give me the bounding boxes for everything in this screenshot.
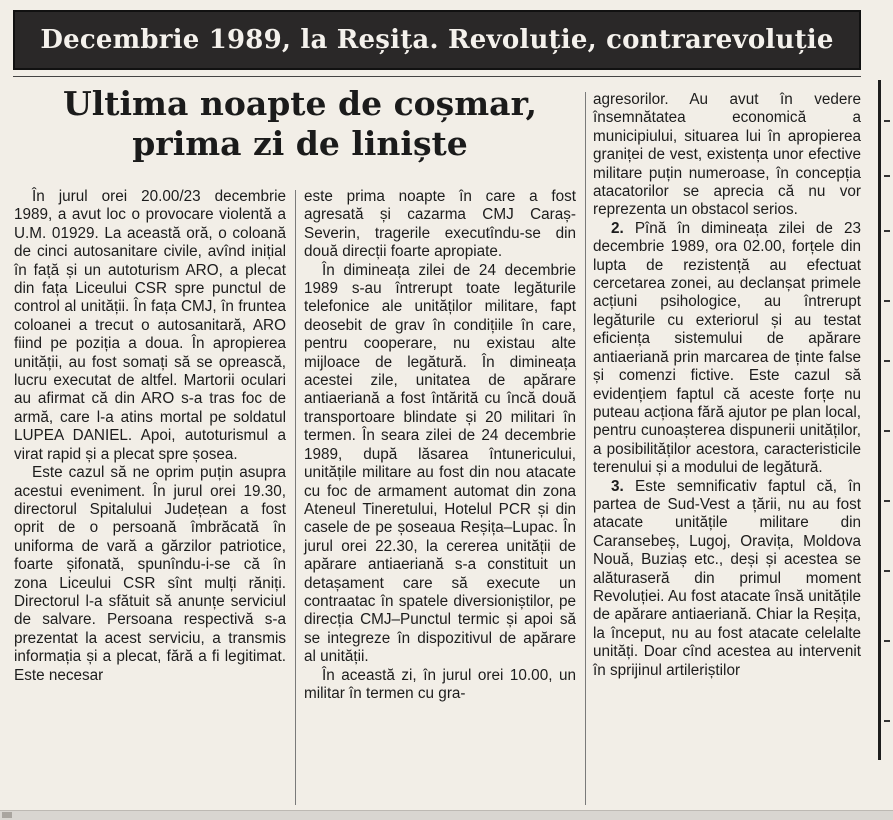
headline-line-1: Ultima noapte de coșmar, [62, 84, 538, 123]
column-divider-2 [585, 92, 586, 805]
col3-paragraph-2-text: Pînă în dimineața zilei de 23 decembrie 1989, ora 02.00, forțele din lupta de rezistență au efectuat cercetarea zonei, au declanșat primele acțiuni psihologice, au întrerupt legăturile cu exteriorul și au testat eficiența sistemului de apărare antiaeriană prin marcarea de ținte false și comenzi fictive. Este cazul să evidențiem faptul că aceste forțe nu puteau acționa fără ajutor pe plan local, pentru cunoașterea dispunerii unităților, a posibilităților acestora, caracteristicile terenului și a modului de legătură. [593, 219, 862, 477]
column-divider-1 [295, 190, 296, 805]
col3-item-number-2: 2. [611, 219, 624, 237]
headline-line-2: prima zi de liniște [132, 124, 468, 163]
scrollbar-thumb[interactable] [2, 812, 12, 818]
col3-paragraph-3-text: Este semnificativ faptul că, în partea de Sud-Vest a țării, nu au fost atacate unitățile militare din Caransebeș, Lugoj, Oravița, Moldova Nouă, Buziaș etc., deși și acestea se alăturaseră din primul moment Revoluției. Au fost atacate însă unitățile de apărare antiaeriană. Chiar la Reșița, la început, nu au fost atacate celelalte unități. Doar cînd acestea au intervenit în sprijinul artileriștilor [593, 477, 861, 679]
adjacent-column-edge [878, 80, 881, 760]
col2-paragraph-2: În dimineața zilei de 24 decembrie 1989 s-au întrerupt toate legăturile telefonice ale unităților militare, fapt deosebit de grav în condițiile în care, pentru cooperare, nu existau alte mijloace de legătură. În dimineața acestei zile, unitatea de apărare antiaeriană a fost întărită cu încă două transportoare blindate și 20 militari în termen. În seara zilei de 24 decembrie 1989, după lăsarea întunericului, unitățile militare au fost din nou atacate cu foc de armament automat din zona Ateneul Tineretului, Hotelul PCR și din casele de pe șoseaua Reșița–Lupac. În jurul orei 22.30, la cererea unității de apărare antiaeriană s-a constituit un detașament care să execute un contraatac în spatele diversioniștilor, pe direcția CMJ–Punctul termic și apoi să se integreze în dispozitivul de apărare al unității. [304, 261, 576, 666]
article-column-3 [593, 91, 861, 680]
article-column-2 [304, 188, 576, 703]
section-banner: Decembrie 1989, la Reșița. Revoluție, contrarevoluție [13, 10, 861, 70]
col1-paragraph-2: Este cazul să ne oprim puțin asupra acestui eveniment. În jurul orei 19.30, directorul Spitalului Județean a fost oprit de o persoană îmbrăcată în uniforma de vară a gărzilor patriotice, foarte șifonată, spunîndu-i-se că în zona Liceului CSR sînt mulți răniți. Directorul l-a sfătuit să anunțe serviciul de salvare. Persoana respectivă s-a prezentat la acest serviciu, a transmis informația și a plecat, fără a fi legitimat. Este necesar [14, 464, 286, 684]
col3-paragraph-2 [593, 220, 861, 478]
col3-paragraph-3 [593, 478, 861, 680]
horizontal-scrollbar[interactable] [0, 810, 893, 820]
banner-rule [13, 76, 861, 77]
article-column-1 [14, 188, 286, 685]
col1-paragraph-1: În jurul orei 20.00/23 decembrie 1989, a avut loc o provocare violentă a U.M. 01929. La această oră, o coloană de cinci autosanitare civile, avînd inițial în față și un autoturism ARO, a plecat din fața Liceului CSR spre punctul de control al unității. În fața CMJ, în fruntea coloanei a trecut o autosanitară, ARO fiind pe poziția a doua. În apropierea unității, au fost somați să se oprească, lucru executat de altfel. Martorii oculari au afirmat că din ARO s-a tras foc de armă, care l-a atins mortal pe soldatul LUPEA DANIEL. Apoi, autoturismul a virat rapid și a plecat spre șosea. [14, 188, 286, 463]
col3-item-number-3: 3. [611, 477, 624, 495]
article-headline [14, 84, 586, 164]
col3-paragraph-1: agresorilor. Au avut în vedere însemnătatea economică a municipiului, situarea lui în apropierea graniței de vest, existența unor efective militare puțin numeroase, în concepția atacatorilor se aprecia că nu vor reprezenta un obstacol serios. [593, 91, 861, 219]
col2-paragraph-1: este prima noapte în care a fost agresată și cazarma CMJ Caraș-Severin, tragerile executîndu-se din două direcții foarte apropiate. [304, 188, 576, 261]
col2-paragraph-3: În această zi, în jurul orei 10.00, un militar în termen cu gra- [304, 666, 576, 702]
